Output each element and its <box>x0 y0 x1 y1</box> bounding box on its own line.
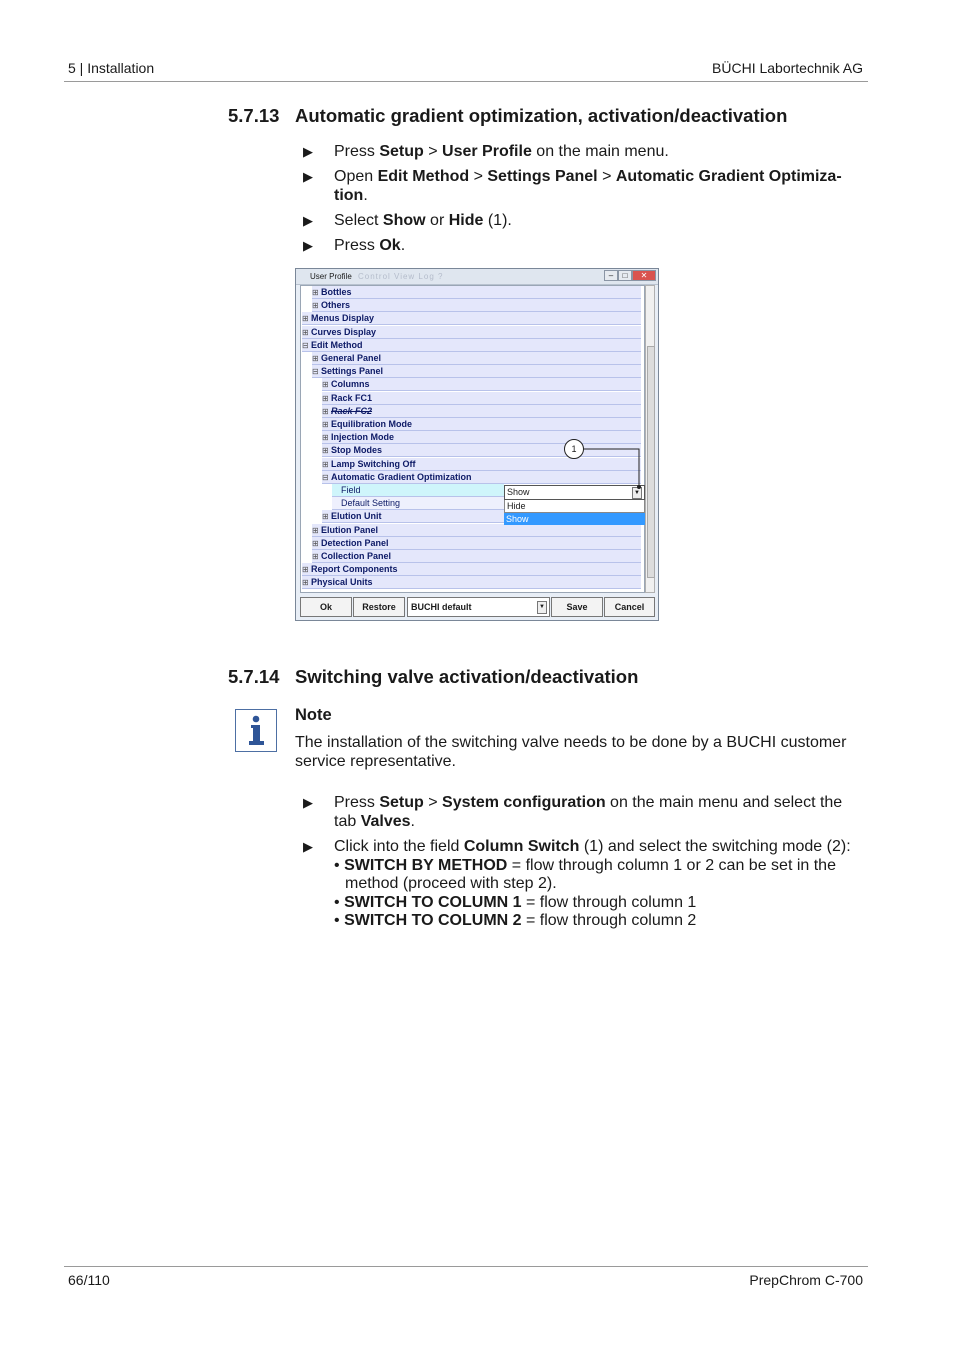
step-arrow-icon: ▶ <box>303 238 313 253</box>
tree-row-label: Bottles <box>321 287 352 297</box>
callout-marker: 1 <box>564 439 584 459</box>
collapse-icon[interactable]: ⊟ <box>312 367 319 377</box>
tree-row-label: Menus Display <box>311 313 375 324</box>
expand-icon[interactable]: ⊞ <box>312 301 319 311</box>
expand-icon[interactable]: ⊞ <box>312 525 319 535</box>
profile-select[interactable] <box>407 597 550 617</box>
footer-rule <box>64 1266 868 1267</box>
callout-leader-line <box>296 269 659 621</box>
expand-icon[interactable]: ⊞ <box>302 565 309 575</box>
expand-icon[interactable]: ⊞ <box>322 406 329 416</box>
dialog-button-bar <box>300 597 655 618</box>
restore-button[interactable]: Restore <box>353 597 405 617</box>
expand-icon[interactable]: ⊞ <box>322 420 329 429</box>
chevron-down-icon: ▼ <box>537 601 547 614</box>
tree-row-label: Columns <box>331 379 370 390</box>
expand-icon[interactable]: ⊞ <box>322 512 329 522</box>
profile-select-value: BUCHI default <box>411 602 472 612</box>
tree-row-label: Elution Panel <box>321 524 379 535</box>
tree-row-label: Elution Unit <box>331 511 382 522</box>
step-arrow-icon: ▶ <box>303 169 313 184</box>
section-heading-5-7-14: 5.7.14 Switching valve activation/deactivation <box>228 666 639 687</box>
expand-icon[interactable]: ⊞ <box>322 446 329 456</box>
step-4: ▶ Press Ok. <box>303 237 406 254</box>
step-1: ▶ Press Setup > User Profile on the main menu. <box>303 143 669 160</box>
mode-item: • SWITCH TO COLUMN 1 = flow through column 1 <box>334 893 697 911</box>
section-heading-5-7-13: 5.7.13 Automatic gradient optimization, activation/deactivation <box>228 105 788 126</box>
tree-row-label: Default Setting <box>341 498 401 509</box>
step-arrow-icon: ▶ <box>303 839 313 854</box>
expand-icon[interactable]: ⊞ <box>302 327 309 337</box>
collapse-icon[interactable]: ⊟ <box>302 340 309 350</box>
step-arrow-icon: ▶ <box>303 795 313 810</box>
tree-row-label: Lamp Switching Off <box>331 458 416 469</box>
tree-row-label: Equilibration Mode <box>331 419 412 429</box>
tree-row-label: Report Components <box>311 564 398 575</box>
tree-row-label: Edit Method <box>311 339 363 350</box>
mode-item: • SWITCH TO COLUMN 2 = flow through column 2 <box>334 912 697 929</box>
tree-row-label: Injection Mode <box>331 432 394 443</box>
close-icon[interactable]: ✕ <box>632 270 656 281</box>
step-2: ▶ Open Edit Method > Settings Panel > Automatic Gradient Optimiza- tion. <box>303 168 842 204</box>
expand-icon[interactable]: ⊞ <box>302 314 309 324</box>
expand-icon[interactable]: ⊞ <box>312 288 319 297</box>
expand-icon[interactable]: ⊞ <box>322 393 329 403</box>
window-title: User Profile <box>310 272 352 281</box>
expand-icon[interactable]: ⊞ <box>312 552 319 561</box>
info-icon <box>235 709 277 752</box>
expand-icon[interactable]: ⊞ <box>322 380 329 390</box>
expand-icon[interactable]: ⊞ <box>302 578 309 588</box>
tree-row-label: Others <box>321 300 351 311</box>
dropdown-option-hide[interactable]: Hide <box>504 500 645 513</box>
dropdown-option-show[interactable]: Show <box>504 513 645 525</box>
expand-icon[interactable]: ⊞ <box>322 459 329 469</box>
product-name: PrepChrom C-700 <box>749 1272 863 1288</box>
dropdown-arrow-icon[interactable]: ▼ <box>632 487 642 499</box>
tree-row-label: Collection Panel <box>321 551 392 561</box>
minimize-icon[interactable]: – <box>604 270 618 281</box>
page-number: 66/110 <box>68 1272 110 1288</box>
step-3: ▶ Select Show or Hide (1). <box>303 212 512 229</box>
running-header-left: 5 | Installation <box>68 60 155 76</box>
header-rule <box>64 81 868 82</box>
expand-icon[interactable]: ⊞ <box>322 433 329 443</box>
expand-icon[interactable]: ⊞ <box>312 354 319 363</box>
tree-row-label: Rack FC1 <box>331 392 373 403</box>
maximize-icon[interactable]: □ <box>618 270 632 281</box>
tree-row-label: Rack FC2 <box>331 405 373 416</box>
tree-row-label: Field <box>341 485 361 495</box>
collapse-icon[interactable]: ⊟ <box>322 472 329 482</box>
save-button[interactable]: Save <box>551 597 603 617</box>
tree-row-label: Automatic Gradient Optimization <box>331 471 472 482</box>
ghost-menubar: Control View Log ? <box>358 272 444 281</box>
user-profile-screenshot <box>295 268 659 621</box>
step-arrow-icon: ▶ <box>303 213 313 228</box>
tree-row-label: Stop Modes <box>331 445 382 456</box>
step-arrow-icon: ▶ <box>303 144 313 159</box>
expand-icon[interactable]: ⊞ <box>312 538 319 548</box>
note-text: The installation of the switching valve needs to be done by a BUCHI customer service representative. <box>295 734 847 770</box>
tree-row-label: Detection Panel <box>321 537 389 548</box>
tree-row-label: General Panel <box>321 353 382 363</box>
tree-row-label: Settings Panel <box>321 366 384 377</box>
cancel-button[interactable]: Cancel <box>604 597 655 617</box>
mode-item: • SWITCH BY METHOD = flow through column 1 or 2 can be set in the method (proceed with step 2). <box>334 856 836 892</box>
tree-row-label: Physical Units <box>311 577 373 588</box>
note-heading: Note <box>295 706 332 724</box>
ok-button[interactable]: Ok <box>300 597 352 617</box>
step-2-1: ▶ Press Setup > System configuration on the main menu and select the tab Valves. <box>303 794 843 830</box>
step-2-2: ▶ Click into the field Column Switch (1) and select the switching mode (2): • SWITCH BY METHOD = flow through column 1 or 2 can be set in the method (proceed with step 2). • SWITCH TO COLUMN 1 = flow through column 1 • SWITCH TO COLUMN 2 = flow through column 2 <box>303 838 863 931</box>
tree-row-label: Curves Display <box>311 326 377 337</box>
field-value-dropdown[interactable]: Show ▼ <box>504 485 645 500</box>
running-header-right: BÜCHI Labortechnik AG <box>712 60 863 76</box>
